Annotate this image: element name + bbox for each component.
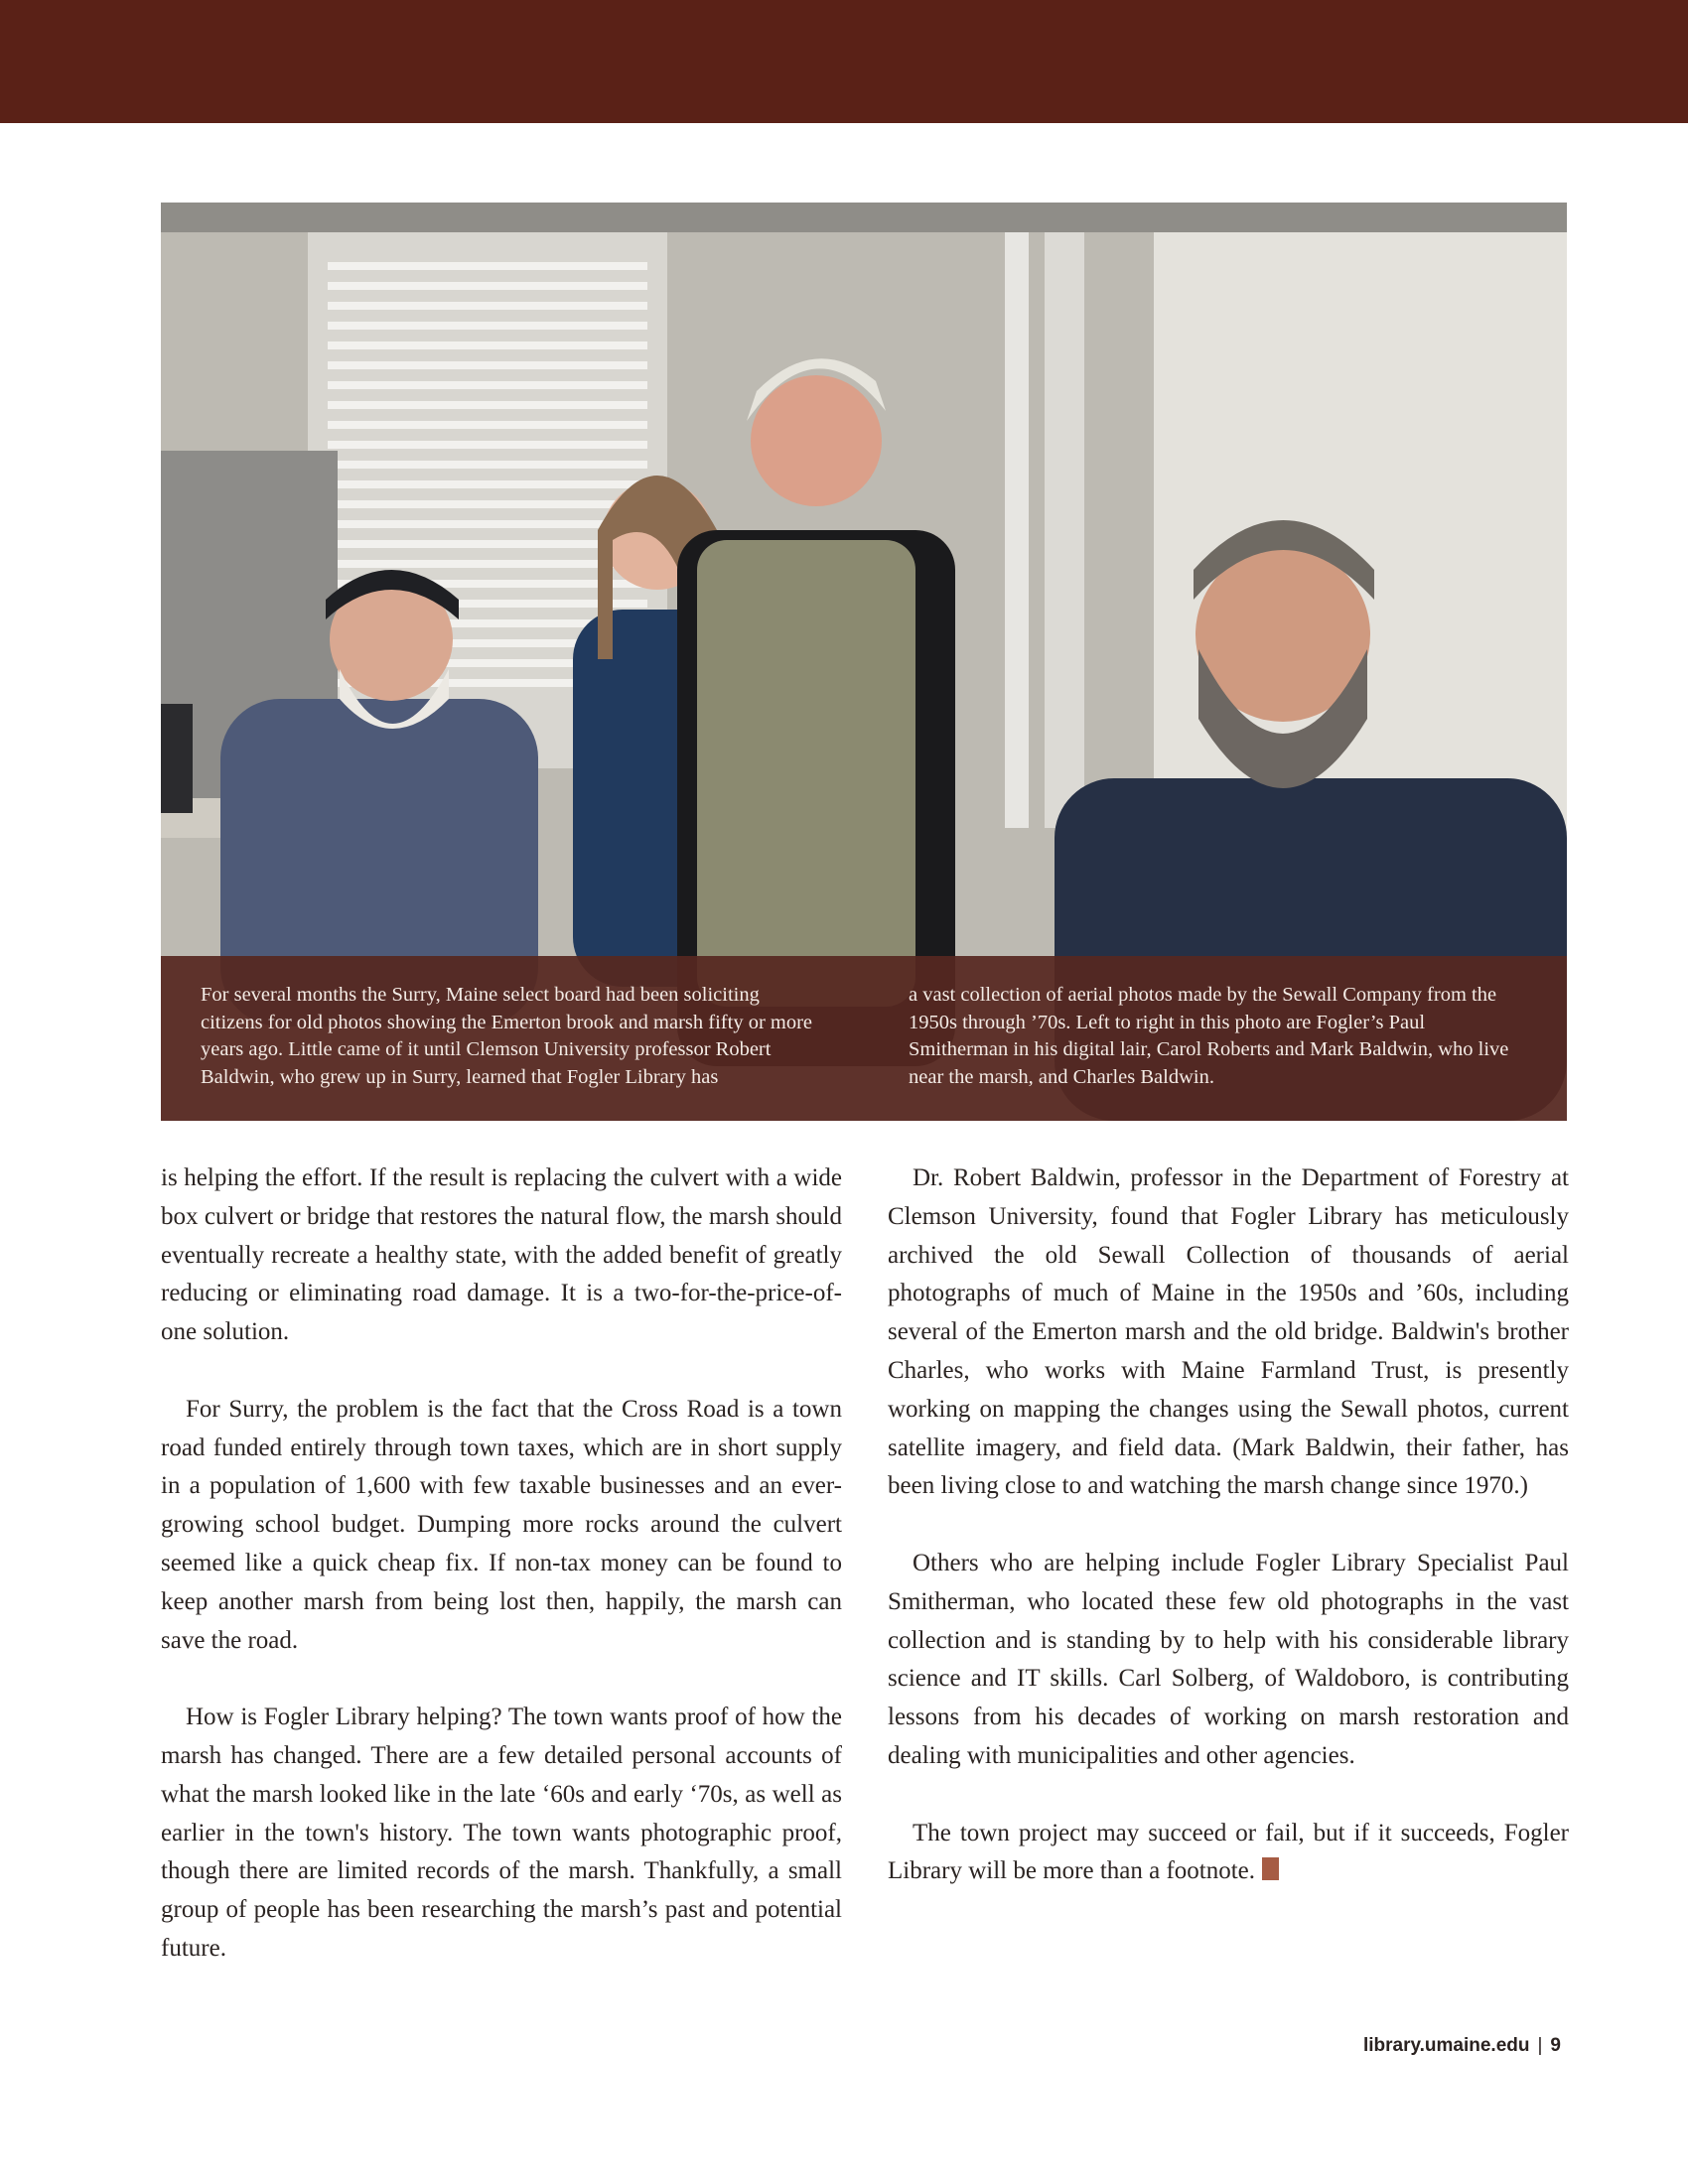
paragraph: For Surry, the problem is the fact that the Cross Road is a town road funded entirely through town taxes, which are in short supply in a population of 1,600 with few taxable businesses and an ever-growing school budget. Dumping more rocks around the culvert seemed like a quick cheap fix. If non-tax money can be found to keep another marsh from being lost then, happily, the marsh can save the road. [161, 1395, 842, 1654]
paragraph: is helping the effort. If the result is replacing the culvert with a wide box culvert or bridge that restores the natural flow, the marsh should eventually recreate a healthy state, with the added benefit of greatly reducing or eliminating road damage. It is a two-for-the-price-of-one solution. [161, 1164, 842, 1346]
paragraph: Dr. Robert Baldwin, professor in the Department of Forestry at Clemson University, found that Fogler Library has meticulously archived the old Sewall Collection of thousands of aerial photographs of much of Maine in the 1950s and ’60s, including several of the Emerton marsh and the old bridge. Baldwin's brother Charles, who works with Maine Farmland Trust, is presently working on mapping the changes using the Sewall photos, current satellite imagery, and field data. (Mark Baldwin, their father, has been living close to and watching the marsh change since 1970.) [888, 1164, 1569, 1500]
paragraph: Others who are helping include Fogler Library Specialist Paul Smitherman, who located these few old photographs in the vast collection and is standing by to help with his considerable library science and IT skills. Carl Solberg, of Waldoboro, is contributing lessons from his decades of working on marsh restoration and dealing with municipalities and other agencies. [888, 1549, 1569, 1769]
end-mark-icon [1262, 1857, 1279, 1880]
paragraph-final [888, 1815, 1569, 1892]
paragraph: How is Fogler Library helping? The town wants proof of how the marsh has changed. There are a few detailed personal accounts of what the marsh looked like in the late ‘60s and early ‘70s, as well as earlier in the town's history. The town wants photographic proof, though there are limited records of the marsh. Thankfully, a small group of people has been researching the marsh’s past and potential future. [161, 1704, 842, 1962]
page-number: 9 [1550, 2035, 1561, 2056]
photo-caption [161, 956, 1567, 1121]
group-photo [161, 203, 1567, 1121]
caption-right: a vast collection of aerial photos made by the Sewall Company from the 1950s through ’70s. Left to right in this photo are Fogler’s Paul Smitherman in his digital lair, Carol Roberts and Mark Baldwin, who live near the marsh, and Charles Baldwin. [909, 984, 1509, 1088]
footer-site-link[interactable]: library.umaine.edu [1362, 2035, 1530, 2056]
article-right-column [888, 1160, 1569, 1930]
paragraph-final-text: The town project may succeed or fail, but if it succeeds, Fogler Library will be more than a footnote. [888, 1819, 1569, 1885]
footer-separator: | [1537, 2035, 1543, 2056]
caption-left: For several months the Surry, Maine select board had been soliciting citizens for old photos showing the Emerton brook and marsh fifty or more years ago. Little came of it until Clemson University professor Robert Baldwin, who grew up in Surry, learned that Fogler Library has [201, 984, 813, 1088]
page-footer [1363, 2035, 1561, 2057]
header-band [0, 0, 1688, 123]
article-left-column [161, 1160, 842, 2007]
